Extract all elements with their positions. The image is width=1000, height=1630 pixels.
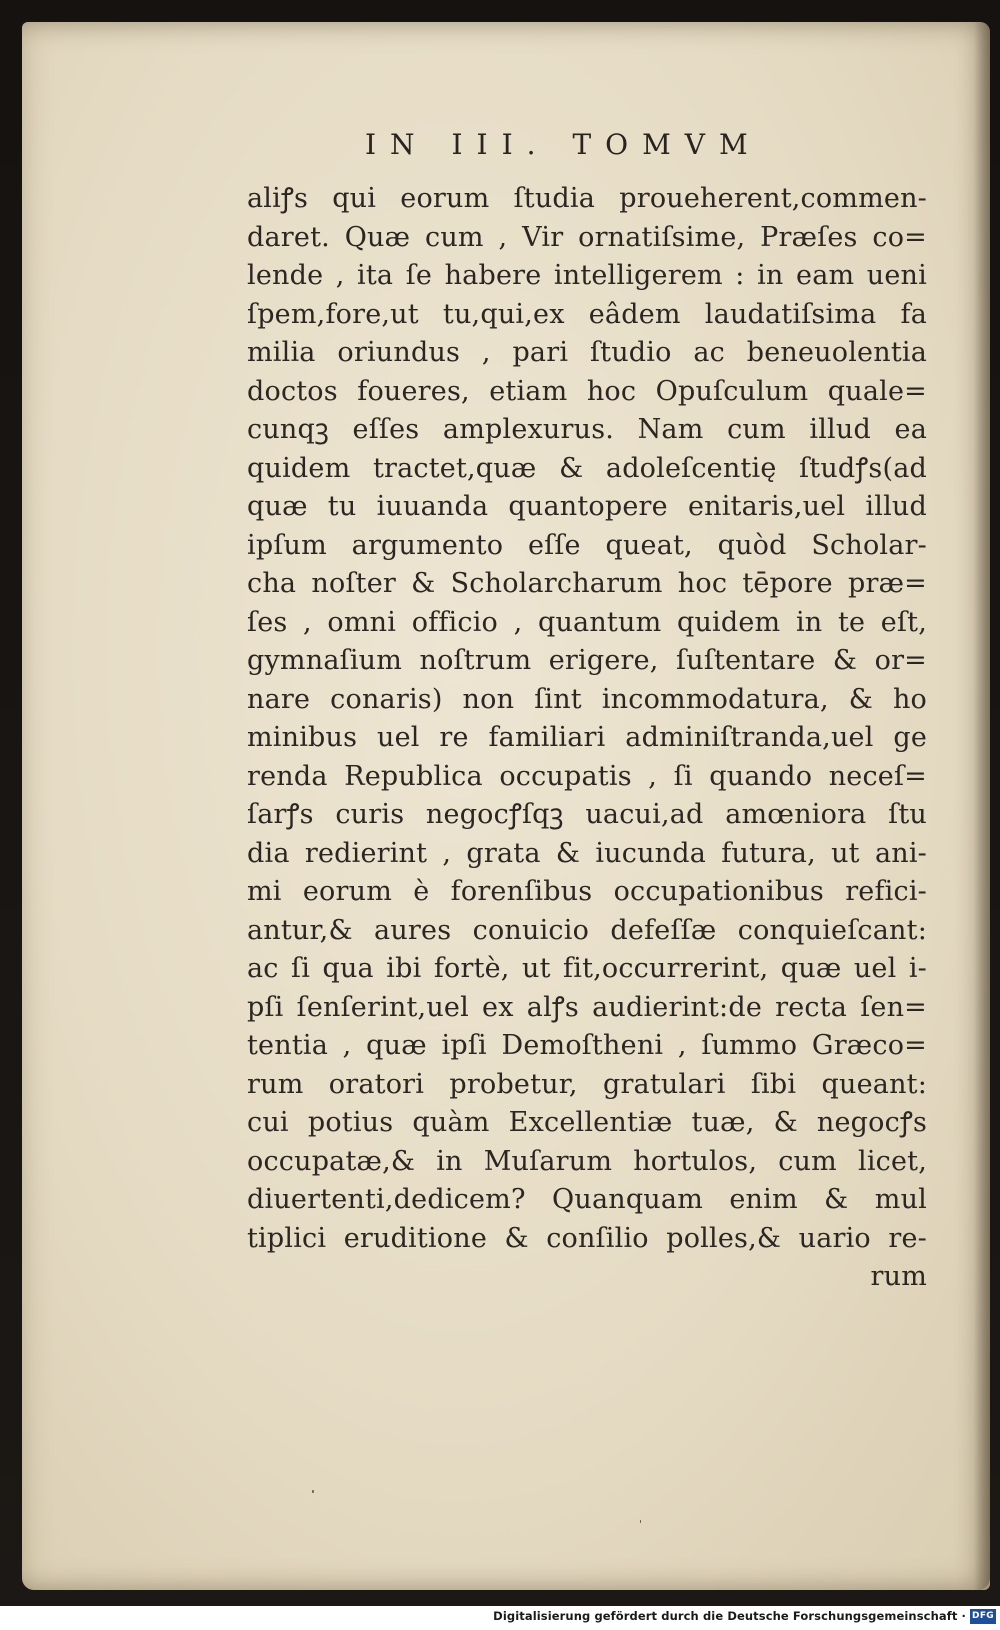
text-line: minibus uel re familiari adminiſtranda,uel ge xyxy=(247,722,927,753)
text-line: milia oriundus , pari ſtudio ac beneuolentia xyxy=(247,337,927,368)
text-line: gymnaſium noſtrum erigere, ſuſtentare & or= xyxy=(247,645,927,676)
text-line: rum oratori probetur, gratulari ſibi queant: xyxy=(247,1068,927,1100)
text-line: aliꝭs qui eorum ſtudia proueherent,commen- xyxy=(247,183,927,214)
text-line: renda Republica occupatis , ſi quando neceſ= xyxy=(247,760,927,792)
text-line: cui potius quàm Excellentiæ tuæ, & negocꝭs xyxy=(247,1107,927,1138)
catchword: rum xyxy=(870,1261,927,1292)
paper-speck xyxy=(640,1520,641,1523)
text-line: diuertenti,dedicem? Quanquam enim & mul xyxy=(247,1184,927,1215)
text-line: ac ſi qua ibi fortè, ut fit,occurrerint, quæ uel i- xyxy=(247,953,927,984)
text-line: tiplici eruditione & conſilio polles,& uario re- xyxy=(247,1222,927,1254)
page-edge-shadow xyxy=(974,22,990,1590)
text-line: daret. Quæ cum , Vir ornatiſsime, Præſes co= xyxy=(247,221,927,253)
text-line: pſi ſenſerint,uel ex alꝭs audierint:de recta ſen= xyxy=(247,991,927,1023)
text-line: cha noſter & Scholarcharum hoc tēpore præ= xyxy=(247,568,927,599)
text-line: ſarꝭs curis negocꝭſqꝫ uacui,ad amœniora ſtu xyxy=(247,799,927,830)
running-head: IN III. TOMVM xyxy=(365,128,762,161)
text-line: tentia , quæ ipſi Demoſtheni , ſummo Græco= xyxy=(247,1030,927,1061)
text-line: doctos foueres, etiam hoc Opuſculum quale= xyxy=(247,375,927,407)
footer-bar xyxy=(0,1606,1000,1630)
text-line: quæ tu iuuanda quantopere enitaris,uel illud xyxy=(247,491,927,522)
paper-speck xyxy=(312,1490,314,1493)
text-line: occupatæ,& in Muſarum hortulos, cum licet, xyxy=(247,1145,927,1177)
funding-notice: Digitalisierung gefördert durch die Deutsche Forschungsgemeinschaft · xyxy=(493,1609,966,1623)
text-line: cunqꝫ eſſes amplexurus. Nam cum illud ea xyxy=(247,414,927,445)
text-line: lende , ita ſe habere intelligerem : in eam ueni xyxy=(247,260,927,291)
text-line: dia redierint , grata & iucunda futura, ut ani- xyxy=(247,837,927,869)
text-line: ipſum argumento eſſe queat, quòd Scholar- xyxy=(247,529,927,561)
text-line: nare conaris) non ſint incommodatura, & ho xyxy=(247,683,927,715)
text-line: ſes , omni officio , quantum quidem in te eſt, xyxy=(247,606,927,638)
text-line: quidem tractet,quæ & adoleſcentię ſtudꝭs(ad xyxy=(247,452,927,484)
text-line: antur,& aures conuicio defeſſæ conquieſcant: xyxy=(247,914,927,946)
text-line: mi eorum è forenſibus occupationibus refici- xyxy=(247,876,927,907)
dfg-logo: DFG xyxy=(970,1609,996,1624)
body-text xyxy=(247,180,927,1297)
text-line: ſpem,fore,ut tu,qui,ex eâdem laudatiſsima fa xyxy=(247,298,927,330)
